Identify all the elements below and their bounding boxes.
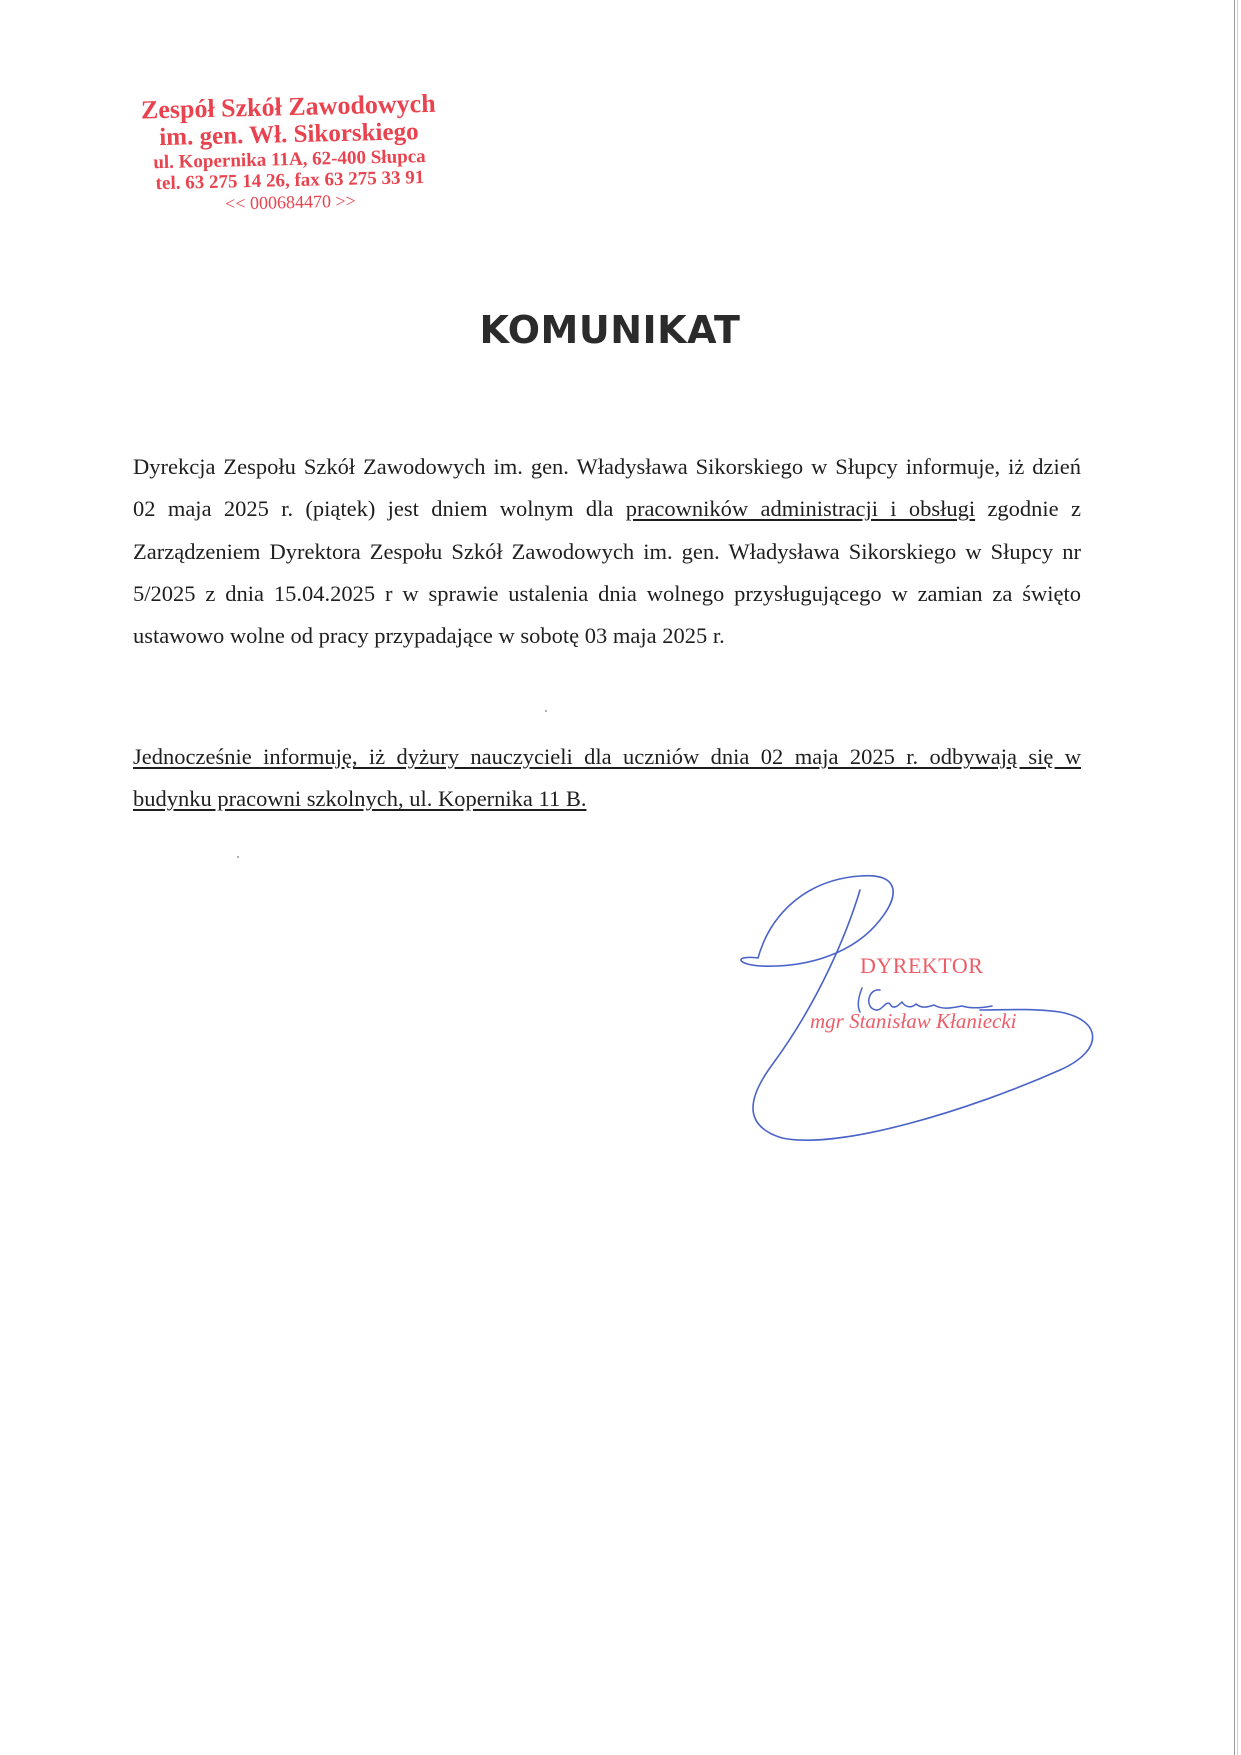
stamp-patron: im. gen. Wł. Sikorskiego [158, 118, 419, 152]
document-title: KOMUNIKAT [479, 308, 741, 352]
signature-loop-graphic [730, 860, 1110, 1150]
scan-speck [545, 710, 547, 712]
teacher-duty-notice: Jednocześnie informuję, iż dyżury nauczycieli dla uczniów dnia 02 maja 2025 r. odbywają się w budynku pracowni szkolnych, ul. Kopernika 11 B. [133, 744, 1081, 812]
stamp-school-name: Zespół Szkół Zawodowych [140, 88, 436, 125]
stamp-address: ul. Kopernika 11A, 62-400 Słupca [153, 146, 426, 174]
stamp-regon: << 000684470 >> [224, 190, 356, 214]
signature-name-stamp: mgr Stanisław Kłaniecki [810, 1009, 1017, 1033]
scan-speck [237, 856, 239, 858]
paragraph-text-start: Dyrekcja Zespołu Szkół Zawodowych im. gen. Władysława Sikorskiego w Słupcy informuje, iż dzień 02 maja 2025 r. (piątek) jest dniem wolnym dla [133, 454, 1081, 522]
scan-edge-line [1234, 0, 1235, 1755]
school-header-stamp [118, 88, 461, 215]
paragraph-underlined-staff: pracowników administracji i obsługi [625, 496, 976, 522]
paragraph-text-end: zgodnie z Zarządzeniem Dyrektora Zespołu Szkół Zawodowych im. gen. Władysława Sikorskiego w Słupcy nr 5/2025 z dnia 15.04.2025 r w sprawie ustalenia dnia wolnego przysługującego w zamian za święto ustawowo wolne od pracy przypadające w sobotę 03 maja 2025 r. [133, 496, 1081, 649]
scan-edge-shadow [1237, 0, 1238, 1755]
announcement-paragraph [133, 446, 1081, 657]
signature-title-stamp: DYREKTOR [860, 953, 984, 978]
stamp-phone-fax: tel. 63 275 14 26, fax 63 275 33 91 [155, 167, 425, 195]
